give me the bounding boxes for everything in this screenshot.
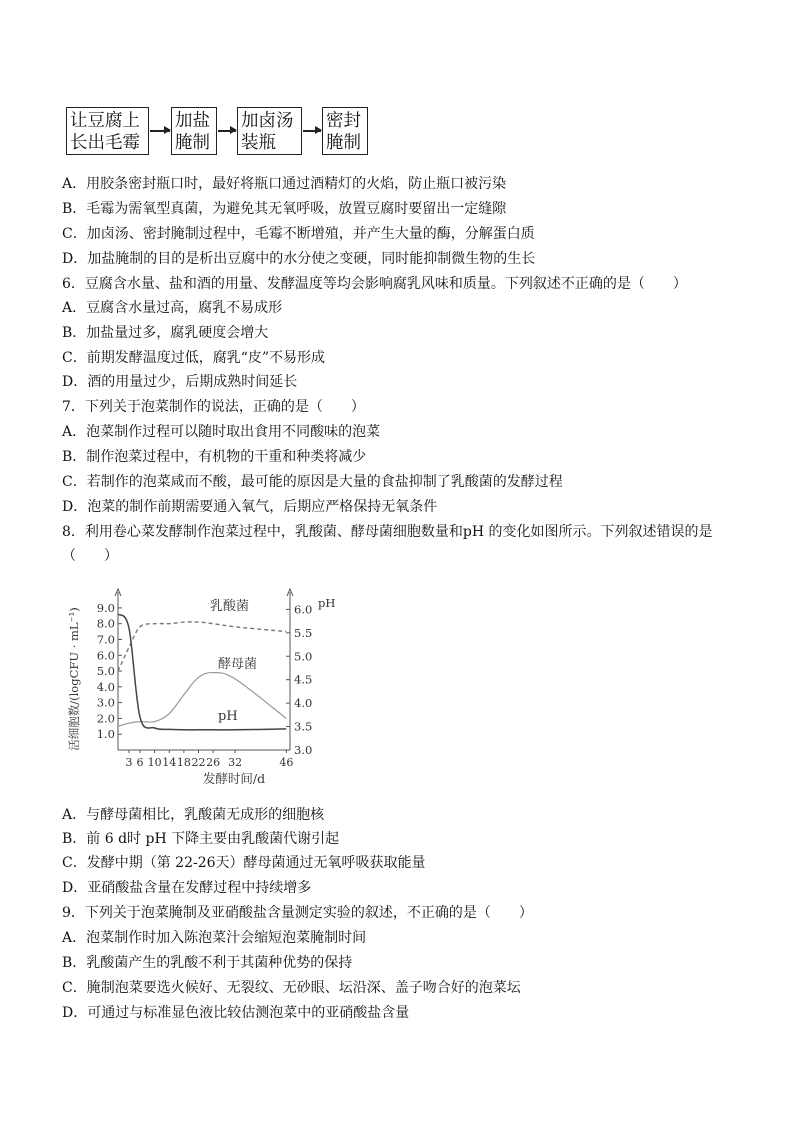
q5-option-c: C．加卤汤、密封腌制过程中，毛霉不断增殖，并产生大量的酶，分解蛋白质 (62, 226, 535, 242)
y2-tick-label: 4.0 (294, 696, 313, 711)
y2-tick-label: 3.0 (294, 743, 313, 757)
q7-stem (62, 398, 365, 416)
flow-step-seal: 密封 腌制 (322, 107, 368, 155)
q6-option-d: D．酒的用量过少，后期成熟时间延长 (62, 374, 298, 390)
q6-option-a: A．豆腐含水量过高，腐乳不易成形 (62, 300, 283, 316)
x-tick-label: 46 (279, 756, 294, 769)
series-line-lactobacillus (118, 622, 286, 671)
y-tick-label: 8.0 (96, 616, 115, 631)
q8-stem: 8．利用卷心菜发酵制作泡菜过程中，乳酸菌、酵母菌细胞数量和pH 的变化如图所示。下列叙述错误的是 (62, 524, 713, 540)
y-tick-label: 3.0 (96, 695, 115, 710)
y2-tick-label: 6.0 (294, 602, 313, 617)
q6-stem (62, 275, 687, 293)
x-tick-label: 26 (206, 756, 221, 769)
flow-step-mold: 让豆腐上 长出毛霉 (66, 107, 149, 155)
flow-step-salting: 加盐 腌制 (171, 107, 217, 155)
q8-option-b: B．前 6 d时 pH 下降主要由乳酸菌代谢引起 (62, 831, 340, 847)
q9-option-d: D．可通过与标准显色液比较估测泡菜中的亚硝酸盐含量 (62, 1005, 410, 1021)
flow-arrow (218, 130, 236, 132)
q6-option-c: C．前期发酵温度过低，腐乳“皮”不易形成 (62, 350, 326, 366)
q7-paren-close: ） (350, 399, 365, 415)
y-axis-label: 活细胞数/(logCFU · mL⁻¹) (67, 607, 81, 751)
x-tick-label: 6 (136, 756, 144, 769)
series-label: 酵母菌 (218, 657, 258, 672)
q7-option-b: B．制作泡菜过程中，有机物的干重和种类将减少 (62, 449, 367, 465)
q9-paren-close: ） (518, 905, 533, 921)
tofu-process-flow (66, 107, 366, 159)
flow-arrow (303, 130, 321, 132)
q9-option-b: B．乳酸菌产生的乳酸不利于其菌种优势的保持 (62, 955, 353, 971)
y-tick-label: 2.0 (96, 711, 115, 726)
y2-axis-label: pH (318, 596, 336, 610)
q9-option-a: A．泡菜制作时加入陈泡菜汁会缩短泡菜腌制时间 (62, 930, 367, 946)
x-tick-label: 18 (176, 756, 191, 769)
q6-option-b: B．加盐量过多，腐乳硬度会增大 (62, 325, 269, 341)
q5-option-a: A．用胶条密封瓶口时，最好将瓶口通过酒精灯的火焰，防止瓶口被污染 (62, 176, 507, 192)
y2-tick-label: 4.5 (294, 672, 313, 687)
y-tick-label: 6.0 (96, 648, 115, 663)
fermentation-chart (67, 588, 336, 786)
y-tick-label: 4.0 (96, 679, 115, 694)
y-tick-label: 1.0 (96, 727, 115, 742)
y-tick-label: 5.0 (96, 664, 115, 679)
x-tick-label: 10 (147, 756, 162, 769)
series-line-yeast (118, 673, 286, 727)
q7-option-d: D．泡菜的制作前期需要通入氧气，后期应严格保持无氧条件 (62, 499, 438, 515)
q5-option-b: B．毛霉为需氧型真菌，为避免其无氧呼吸，放置豆腐时要留出一定缝隙 (62, 201, 507, 217)
y-tick-label: 7.0 (96, 632, 115, 647)
series-line-ph (118, 614, 286, 730)
x-tick-label: 22 (191, 756, 206, 769)
q8-option-d: D．亚硝酸盐含量在发酵过程中持续增多 (62, 880, 312, 896)
flow-arrow (150, 130, 170, 132)
q6-stem-text: 6．豆腐含水量、盐和酒的用量、发酵温度等均会影响腐乳风味和质量。下列叙述不正确的是（ (62, 276, 645, 292)
y2-tick-label: 3.5 (294, 719, 313, 734)
q8-paren: （ ） (62, 548, 118, 564)
q7-option-a: A．泡菜制作过程可以随时取出食用不同酸味的泡菜 (62, 424, 381, 440)
q9-stem-text: 9．下列关于泡菜腌制及亚硝酸盐含量测定实验的叙述，不正确的是（ (62, 905, 491, 921)
q9-stem (62, 904, 533, 922)
y2-tick-label: 5.5 (294, 625, 313, 640)
y2-tick-label: 5.0 (294, 649, 313, 664)
q8-option-a: A．与酵母菌相比，乳酸菌无成形的细胞核 (62, 807, 325, 823)
q8-option-c: C．发酵中期（第 22-26天）酵母菌通过无氧呼吸获取能量 (62, 855, 426, 871)
q7-option-c: C．若制作的泡菜咸而不酸，最可能的原因是大量的食盐抑制了乳酸菌的发酵过程 (62, 474, 563, 490)
x-tick-label: 14 (162, 756, 177, 769)
q9-option-c: C．腌制泡菜要选火候好、无裂纹、无砂眼、坛沿深、盖子吻合好的泡菜坛 (62, 980, 521, 996)
x-axis-label: 发酵时间/d (202, 771, 266, 786)
x-tick-label: 32 (228, 756, 243, 769)
q6-paren-close: ） (672, 276, 687, 292)
y-tick-label: 9.0 (96, 600, 115, 615)
flow-step-brine: 加卤汤 装瓶 (237, 107, 302, 155)
series-label: pH (218, 709, 238, 724)
x-tick-label: 3 (125, 756, 133, 769)
series-label: 乳酸菌 (210, 599, 250, 614)
q7-stem-text: 7．下列关于泡菜制作的说法，正确的是（ (62, 399, 323, 415)
q5-option-d: D．加盐腌制的目的是析出豆腐中的水分使之变硬，同时能抑制微生物的生长 (62, 251, 536, 267)
